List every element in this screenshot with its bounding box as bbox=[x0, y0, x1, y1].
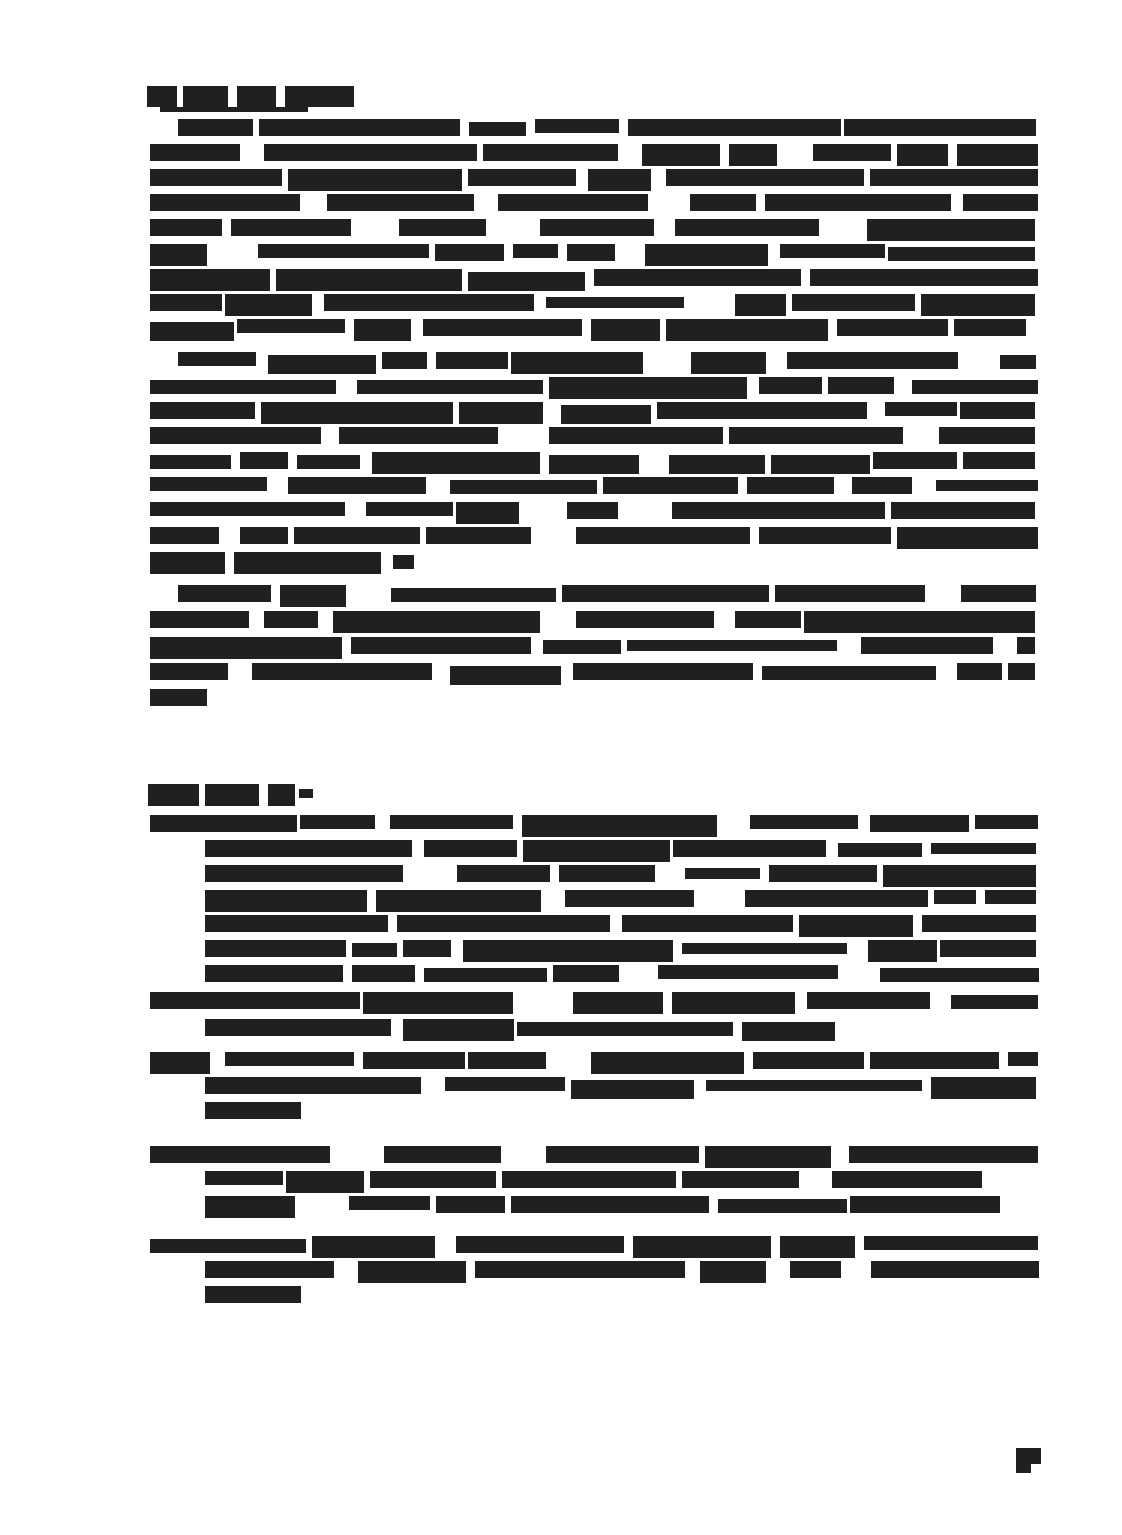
ink-blob bbox=[954, 319, 1026, 336]
redacted-text-line bbox=[205, 1102, 301, 1126]
ink-blob bbox=[150, 380, 336, 394]
ink-blob bbox=[963, 452, 1035, 469]
ink-blob bbox=[150, 663, 228, 680]
ink-blob bbox=[810, 269, 1038, 286]
ink-blob bbox=[436, 352, 508, 369]
ink-blob bbox=[940, 940, 1036, 957]
ink-blob bbox=[549, 455, 639, 474]
ink-blob bbox=[463, 940, 673, 962]
redacted-text-line bbox=[150, 427, 1037, 451]
redacted-text-line bbox=[150, 194, 1037, 218]
ink-blob bbox=[729, 144, 777, 166]
ink-blob bbox=[382, 352, 427, 369]
ink-blob bbox=[468, 272, 585, 291]
redacted-text-line bbox=[205, 1196, 1000, 1220]
redacted-text-line bbox=[205, 1261, 1037, 1285]
ink-blob bbox=[252, 663, 432, 680]
ink-blob bbox=[1008, 663, 1035, 680]
redacted-text-line bbox=[150, 1236, 1037, 1260]
ink-blob bbox=[838, 843, 922, 857]
ink-blob bbox=[849, 1146, 1038, 1163]
ink-blob bbox=[178, 585, 271, 602]
section-heading-redacted-descender-strip bbox=[160, 107, 308, 112]
ink-blob bbox=[450, 666, 561, 685]
ink-blob bbox=[561, 405, 651, 424]
ink-blob bbox=[370, 1171, 496, 1188]
ink-blob bbox=[747, 477, 834, 494]
ink-blob bbox=[804, 611, 1035, 633]
ink-blob bbox=[780, 244, 885, 258]
ink-blob bbox=[205, 865, 403, 882]
ink-blob bbox=[424, 840, 517, 857]
redacted-text-line bbox=[150, 294, 1037, 318]
ink-blob bbox=[150, 144, 240, 161]
ink-blob bbox=[150, 402, 255, 419]
redacted-text-line bbox=[150, 477, 1037, 501]
ink-blob bbox=[399, 219, 486, 236]
ink-blob bbox=[150, 527, 219, 544]
ink-blob bbox=[603, 477, 738, 494]
ink-blob bbox=[445, 1077, 565, 1091]
ink-blob bbox=[645, 244, 768, 266]
ink-blob bbox=[450, 480, 597, 494]
ink-blob bbox=[276, 269, 462, 291]
ink-blob bbox=[658, 965, 838, 979]
ink-blob bbox=[363, 992, 513, 1014]
ink-blob bbox=[939, 427, 1035, 444]
ink-blob bbox=[759, 377, 822, 394]
ink-blob bbox=[468, 169, 576, 186]
ink-blob bbox=[231, 219, 351, 236]
ink-blob bbox=[147, 86, 177, 107]
ink-blob bbox=[832, 1171, 982, 1188]
ink-blob bbox=[1000, 355, 1036, 369]
ink-blob bbox=[150, 992, 360, 1009]
ink-blob bbox=[535, 119, 619, 133]
ink-blob bbox=[675, 219, 819, 236]
ink-blob bbox=[861, 637, 993, 654]
ink-blob bbox=[813, 144, 891, 161]
page-number-ink bbox=[1016, 1464, 1031, 1473]
ink-blob bbox=[567, 244, 615, 261]
ink-blob bbox=[735, 294, 786, 316]
ink-blob bbox=[576, 527, 750, 544]
ink-blob bbox=[150, 294, 222, 311]
ink-blob bbox=[150, 637, 342, 659]
ink-blob bbox=[502, 1171, 676, 1188]
ink-blob bbox=[673, 840, 826, 857]
ink-blob bbox=[237, 319, 345, 333]
ink-blob bbox=[745, 890, 928, 907]
ink-blob bbox=[705, 1146, 831, 1168]
ink-blob bbox=[469, 122, 526, 136]
ink-blob bbox=[922, 915, 1036, 932]
ink-blob bbox=[682, 1171, 799, 1188]
references-heading-redacted-descender-strip bbox=[299, 789, 313, 798]
ink-blob bbox=[390, 815, 513, 829]
redacted-text-line bbox=[205, 1286, 301, 1310]
redacted-text-line bbox=[150, 169, 1037, 193]
ink-blob bbox=[897, 527, 1038, 549]
ink-blob bbox=[594, 269, 801, 286]
ink-blob bbox=[750, 815, 858, 829]
ink-blob bbox=[237, 86, 276, 107]
ink-blob bbox=[357, 380, 543, 394]
ink-blob bbox=[354, 319, 411, 341]
redacted-text-line bbox=[205, 940, 1037, 964]
redacted-text-line bbox=[205, 865, 1037, 889]
ink-blob bbox=[205, 915, 388, 932]
ink-blob bbox=[483, 144, 618, 161]
ink-blob bbox=[234, 552, 381, 574]
page-number-ink bbox=[1016, 1448, 1041, 1464]
ink-blob bbox=[591, 1052, 744, 1074]
ink-blob bbox=[718, 1199, 847, 1213]
ink-blob bbox=[792, 294, 915, 311]
ink-blob bbox=[543, 640, 621, 654]
ink-blob bbox=[706, 1080, 922, 1091]
ink-blob bbox=[150, 219, 222, 236]
ink-blob bbox=[868, 940, 937, 962]
ink-blob bbox=[363, 1052, 465, 1069]
redacted-text-line bbox=[150, 144, 1037, 168]
ink-blob bbox=[807, 992, 930, 1009]
ink-blob bbox=[1017, 637, 1035, 654]
ink-blob bbox=[934, 890, 976, 904]
ink-blob bbox=[700, 1261, 766, 1283]
ink-blob bbox=[666, 319, 828, 341]
ink-blob bbox=[762, 666, 936, 680]
redacted-text-line bbox=[150, 992, 1037, 1016]
ink-blob bbox=[436, 1196, 505, 1213]
ink-blob bbox=[288, 169, 462, 191]
ink-blob bbox=[622, 915, 793, 932]
redacted-text-line bbox=[205, 915, 1037, 939]
ink-blob bbox=[775, 585, 925, 602]
ink-blob bbox=[351, 637, 531, 654]
ink-blob bbox=[870, 815, 969, 832]
ink-blob bbox=[376, 890, 541, 912]
ink-blob bbox=[1008, 1052, 1038, 1066]
ink-blob bbox=[871, 1261, 1039, 1278]
ink-blob bbox=[769, 865, 877, 882]
ink-blob bbox=[685, 868, 760, 879]
ink-blob bbox=[424, 968, 547, 982]
ink-blob bbox=[975, 815, 1038, 829]
ink-blob bbox=[294, 527, 420, 544]
ink-blob bbox=[372, 452, 540, 474]
ink-blob bbox=[225, 294, 312, 316]
ink-blob bbox=[384, 1146, 501, 1163]
redacted-text-line bbox=[150, 502, 1037, 526]
ink-blob bbox=[657, 402, 867, 419]
ink-blob bbox=[150, 427, 321, 444]
ink-blob bbox=[573, 992, 663, 1014]
ink-blob bbox=[150, 455, 231, 469]
ink-blob bbox=[435, 244, 504, 261]
ink-blob bbox=[205, 1286, 301, 1303]
ink-blob bbox=[735, 611, 801, 628]
ink-blob bbox=[240, 527, 288, 544]
redacted-text-line bbox=[150, 663, 1037, 687]
ink-blob bbox=[960, 402, 1035, 419]
ink-blob bbox=[393, 555, 414, 569]
ink-blob bbox=[397, 915, 610, 932]
ink-blob bbox=[567, 502, 618, 519]
ink-blob bbox=[285, 86, 354, 107]
ink-blob bbox=[280, 585, 346, 607]
ink-blob bbox=[205, 1019, 391, 1036]
ink-blob bbox=[870, 1052, 999, 1069]
ink-blob bbox=[205, 840, 412, 857]
ink-blob bbox=[897, 144, 948, 166]
redacted-text-line bbox=[150, 452, 1037, 476]
redacted-text-line bbox=[150, 1052, 1037, 1076]
ink-blob bbox=[205, 784, 259, 806]
ink-blob bbox=[511, 1196, 709, 1213]
ink-blob bbox=[771, 455, 870, 474]
redacted-text-line bbox=[150, 1146, 1037, 1170]
ink-blob bbox=[540, 219, 654, 236]
ink-blob bbox=[288, 477, 426, 494]
ink-blob bbox=[957, 663, 1002, 680]
ink-blob bbox=[780, 1236, 855, 1258]
ink-blob bbox=[517, 1022, 733, 1036]
ink-blob bbox=[426, 527, 531, 544]
ink-blob bbox=[268, 355, 376, 374]
ink-blob bbox=[205, 940, 346, 957]
ink-blob bbox=[366, 502, 453, 516]
redacted-text-line bbox=[205, 1077, 1037, 1101]
references-heading-redacted-bar bbox=[148, 784, 297, 813]
ink-blob bbox=[883, 865, 1036, 887]
ink-blob bbox=[588, 169, 651, 191]
ink-blob bbox=[963, 194, 1038, 211]
ink-blob bbox=[912, 380, 1038, 394]
ink-blob bbox=[870, 169, 1038, 186]
ink-blob bbox=[523, 840, 670, 862]
ink-blob bbox=[391, 588, 556, 602]
redacted-text-line bbox=[178, 585, 1037, 609]
redacted-text-line bbox=[150, 815, 1037, 839]
ink-blob bbox=[150, 1052, 210, 1074]
ink-blob bbox=[753, 1052, 864, 1069]
ink-blob bbox=[475, 1261, 685, 1278]
redacted-text-line bbox=[150, 689, 208, 713]
ink-blob bbox=[742, 1022, 835, 1041]
redacted-text-line bbox=[150, 402, 1037, 426]
ink-blob bbox=[178, 352, 256, 366]
redacted-text-line bbox=[150, 527, 1037, 551]
ink-blob bbox=[765, 194, 951, 211]
ink-blob bbox=[787, 352, 958, 369]
ink-blob bbox=[985, 890, 1036, 904]
ink-blob bbox=[150, 194, 300, 211]
redacted-text-line bbox=[150, 552, 412, 576]
ink-blob bbox=[888, 247, 1035, 261]
ink-blob bbox=[468, 1052, 546, 1069]
ink-blob bbox=[729, 427, 903, 444]
ink-blob bbox=[559, 865, 655, 882]
redacted-text-line bbox=[205, 965, 1037, 989]
ink-blob bbox=[352, 943, 397, 957]
ink-blob bbox=[672, 992, 795, 1014]
ink-blob bbox=[961, 585, 1036, 602]
ink-blob bbox=[790, 1261, 841, 1278]
ink-blob bbox=[799, 915, 913, 937]
ink-blob bbox=[864, 1236, 1038, 1250]
ink-blob bbox=[672, 502, 885, 519]
ink-blob bbox=[850, 1196, 1000, 1213]
ink-blob bbox=[205, 965, 343, 982]
ink-blob bbox=[880, 968, 1039, 982]
ink-blob bbox=[628, 119, 841, 136]
ink-blob bbox=[553, 965, 619, 982]
ink-blob bbox=[931, 1077, 1036, 1099]
ink-blob bbox=[268, 784, 295, 806]
ink-blob bbox=[549, 427, 723, 444]
ink-blob bbox=[931, 843, 1036, 854]
ink-blob bbox=[327, 194, 474, 211]
ink-blob bbox=[666, 169, 864, 186]
redacted-text-line bbox=[178, 352, 1037, 376]
ink-blob bbox=[150, 322, 234, 341]
ink-blob bbox=[633, 1236, 771, 1258]
ink-blob bbox=[513, 244, 558, 258]
ink-blob bbox=[498, 194, 648, 211]
ink-blob bbox=[627, 640, 837, 651]
ink-blob bbox=[936, 480, 1038, 491]
ink-blob bbox=[205, 1261, 334, 1278]
ink-blob bbox=[837, 319, 948, 336]
ink-blob bbox=[828, 377, 894, 394]
ink-blob bbox=[286, 1171, 364, 1193]
ink-blob bbox=[300, 815, 375, 829]
ink-blob bbox=[844, 119, 1036, 136]
ink-blob bbox=[297, 455, 360, 469]
ink-blob bbox=[150, 815, 297, 832]
redacted-text-line bbox=[150, 637, 1037, 661]
ink-blob bbox=[951, 995, 1038, 1009]
ink-blob bbox=[150, 169, 282, 186]
ink-blob bbox=[522, 815, 717, 837]
ink-blob bbox=[150, 1239, 306, 1253]
ink-blob bbox=[691, 352, 766, 374]
ink-blob bbox=[258, 244, 429, 258]
ink-blob bbox=[225, 1052, 354, 1066]
redacted-text-line bbox=[205, 890, 1037, 914]
ink-blob bbox=[205, 1102, 301, 1119]
redacted-text-line bbox=[150, 244, 1037, 268]
ink-blob bbox=[873, 452, 957, 469]
ink-blob bbox=[456, 1236, 624, 1253]
ink-blob bbox=[259, 119, 460, 136]
redacted-text-line bbox=[205, 1019, 835, 1043]
ink-blob bbox=[240, 452, 288, 469]
ink-blob bbox=[150, 477, 267, 491]
ink-blob bbox=[591, 319, 660, 341]
ink-blob bbox=[178, 119, 253, 136]
ink-blob bbox=[546, 297, 684, 308]
ink-blob bbox=[885, 402, 957, 416]
ink-blob bbox=[682, 943, 847, 954]
ink-blob bbox=[457, 865, 550, 882]
ink-blob bbox=[549, 377, 747, 399]
ink-blob bbox=[669, 455, 765, 474]
ink-blob bbox=[205, 1196, 295, 1218]
ink-blob bbox=[205, 1077, 421, 1094]
ink-blob bbox=[150, 689, 207, 706]
ink-blob bbox=[312, 1236, 435, 1258]
ink-blob bbox=[358, 1261, 466, 1283]
redacted-text-line bbox=[178, 119, 1037, 143]
ink-blob bbox=[423, 319, 582, 336]
ink-blob bbox=[459, 402, 543, 424]
ink-blob bbox=[150, 244, 207, 266]
ink-blob bbox=[150, 269, 270, 291]
ink-blob bbox=[264, 144, 477, 161]
ink-blob bbox=[573, 663, 753, 680]
ink-blob bbox=[150, 611, 249, 628]
ink-blob bbox=[150, 552, 225, 574]
ink-blob bbox=[150, 1146, 330, 1163]
ink-blob bbox=[867, 219, 1035, 241]
ink-blob bbox=[352, 965, 415, 982]
ink-blob bbox=[403, 940, 451, 957]
ink-blob bbox=[264, 611, 318, 628]
ink-blob bbox=[957, 144, 1038, 166]
ink-blob bbox=[456, 502, 519, 524]
ink-blob bbox=[183, 86, 228, 107]
redacted-text-line bbox=[150, 219, 1037, 243]
redacted-text-line bbox=[205, 840, 1037, 864]
ink-blob bbox=[205, 890, 367, 912]
ink-blob bbox=[921, 294, 1035, 316]
ink-blob bbox=[261, 402, 453, 424]
ink-blob bbox=[511, 352, 643, 374]
ink-blob bbox=[759, 527, 891, 544]
redacted-text-line bbox=[150, 377, 1037, 401]
ink-blob bbox=[891, 502, 1035, 519]
redacted-text-line bbox=[150, 269, 1037, 293]
ink-blob bbox=[339, 427, 498, 444]
redacted-text-line bbox=[150, 611, 1037, 635]
ink-blob bbox=[690, 194, 756, 211]
ink-blob bbox=[562, 585, 769, 602]
ink-blob bbox=[333, 611, 540, 633]
ink-blob bbox=[852, 477, 912, 494]
ink-blob bbox=[148, 784, 199, 806]
ink-blob bbox=[546, 1146, 699, 1163]
ink-blob bbox=[403, 1019, 514, 1041]
ink-blob bbox=[324, 294, 534, 311]
ink-blob bbox=[642, 144, 720, 166]
page-number bbox=[1016, 1448, 1042, 1474]
ink-blob bbox=[150, 502, 345, 516]
ink-blob bbox=[565, 890, 694, 907]
ink-blob bbox=[349, 1196, 430, 1210]
ink-blob bbox=[576, 611, 714, 628]
redacted-text-line bbox=[205, 1171, 1037, 1195]
ink-blob bbox=[571, 1080, 694, 1099]
ink-blob bbox=[205, 1171, 283, 1185]
redacted-text-line bbox=[150, 319, 1025, 343]
